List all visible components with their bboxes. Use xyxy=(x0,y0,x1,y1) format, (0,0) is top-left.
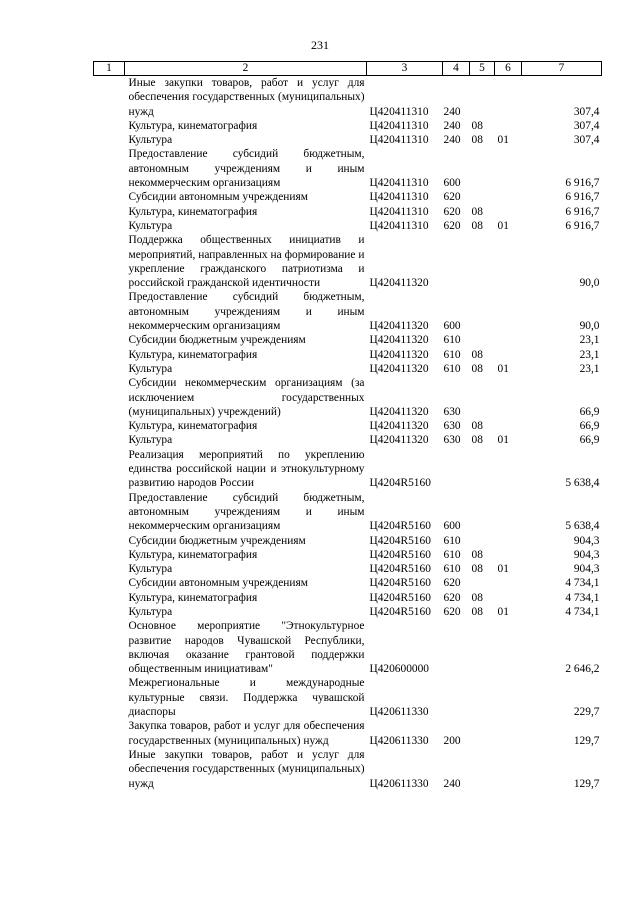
table-row xyxy=(94,119,602,133)
row-expense-type: 600 xyxy=(443,177,461,190)
row-expense-type: 620 xyxy=(443,591,461,604)
row-section: 08 xyxy=(471,119,483,132)
row-code: Ц420411320 xyxy=(369,420,429,433)
table-row xyxy=(94,76,602,119)
row-amount: 23,1 xyxy=(579,348,600,361)
row-amount: 23,1 xyxy=(579,334,600,347)
row-section: 08 xyxy=(471,205,483,218)
row-amount: 307,4 xyxy=(573,119,600,132)
row-number-cell xyxy=(94,133,125,147)
row-subsection xyxy=(495,147,522,190)
row-amount: 4 734,1 xyxy=(565,577,600,590)
row-subsection xyxy=(495,76,522,119)
row-subsection xyxy=(495,676,522,719)
row-section: 08 xyxy=(471,219,483,232)
table-row xyxy=(94,133,602,147)
row-name: Поддержка общественных инициатив и мероприятий, направленных на формирование и укрепление гражданского патриотизма и российской гражданской идентичности xyxy=(128,234,365,290)
row-expense-type: 240 xyxy=(443,134,461,147)
table-row xyxy=(94,419,602,433)
row-expense-type: 240 xyxy=(443,119,461,132)
table-row xyxy=(94,190,602,204)
row-name: Культура xyxy=(128,362,173,375)
table-row xyxy=(94,219,602,233)
row-name: Предоставление субсидий бюджетным, автономным учреждениям и иным некоммерческим организациям xyxy=(128,291,365,333)
row-name: Межрегиональные и международные культурные связи. Поддержка чувашской диаспоры xyxy=(128,677,365,719)
row-name: Субсидии некоммерческим организациям (за исключением государственных (муниципальных) учреждений) xyxy=(128,377,365,418)
row-code: Ц4204R5160 xyxy=(369,563,431,576)
header-col-2: 2 xyxy=(125,62,367,76)
row-amount: 66,9 xyxy=(579,420,600,433)
row-name: Культура, кинематография xyxy=(128,119,258,132)
row-code: Ц420411320 xyxy=(369,405,429,418)
row-expense-type: 610 xyxy=(443,563,461,576)
row-expense-type: 620 xyxy=(443,577,461,590)
row-code: Ц420411320 xyxy=(369,434,429,447)
row-number-cell xyxy=(94,534,125,548)
row-section: 08 xyxy=(471,362,483,375)
row-section: 08 xyxy=(471,348,483,361)
row-name: Культура xyxy=(128,563,173,576)
row-section xyxy=(470,534,495,548)
row-section xyxy=(470,233,495,290)
row-name: Предоставление субсидий бюджетным, автономным учреждениям и иным некоммерческим организациям xyxy=(128,148,365,190)
table-row xyxy=(94,333,602,347)
row-subsection xyxy=(495,548,522,562)
row-amount: 307,4 xyxy=(573,105,600,118)
row-name: Реализация мероприятий по укреплению единства российской нации и этнокультурному развитию народов России xyxy=(128,448,365,490)
row-subsection: 01 xyxy=(497,134,509,147)
row-name: Культура xyxy=(128,134,173,147)
row-amount: 5 638,4 xyxy=(565,520,600,533)
row-subsection: 01 xyxy=(497,219,509,232)
row-name: Субсидии автономным учреждениям xyxy=(128,577,308,590)
header-col-6: 6 xyxy=(495,62,522,76)
row-expense-type: 610 xyxy=(443,348,461,361)
table-row xyxy=(94,548,602,562)
row-subsection xyxy=(495,419,522,433)
row-name: Субсидии автономным учреждениям xyxy=(128,191,308,204)
header-col-1: 1 xyxy=(94,62,125,76)
row-number-cell xyxy=(94,205,125,219)
table-row xyxy=(94,433,602,447)
table-row xyxy=(94,534,602,548)
table-row xyxy=(94,605,602,619)
table-row xyxy=(94,376,602,419)
row-code: Ц4204R5160 xyxy=(369,591,431,604)
row-amount: 66,9 xyxy=(579,405,600,418)
row-code: Ц420411310 xyxy=(369,119,429,132)
row-subsection xyxy=(495,119,522,133)
row-amount: 2 646,2 xyxy=(565,663,600,676)
row-section: 08 xyxy=(471,548,483,561)
row-amount: 6 916,7 xyxy=(565,219,600,232)
row-code: Ц420411320 xyxy=(369,320,429,333)
row-amount: 129,7 xyxy=(573,777,600,790)
row-section xyxy=(470,676,495,719)
table-row xyxy=(94,233,602,290)
row-subsection: 01 xyxy=(497,362,509,375)
row-amount: 6 916,7 xyxy=(565,177,600,190)
row-section: 08 xyxy=(471,420,483,433)
row-number-cell xyxy=(94,333,125,347)
row-section xyxy=(470,491,495,534)
row-expense-type: 610 xyxy=(443,362,461,375)
row-code: Ц420411310 xyxy=(369,219,429,232)
row-number-cell xyxy=(94,419,125,433)
row-amount: 129,7 xyxy=(573,734,600,747)
row-number-cell xyxy=(94,348,125,362)
row-number-cell xyxy=(94,605,125,619)
row-amount: 66,9 xyxy=(579,434,600,447)
row-number-cell xyxy=(94,76,125,119)
table-row xyxy=(94,591,602,605)
row-code: Ц4204R5160 xyxy=(369,605,431,618)
row-number-cell xyxy=(94,591,125,605)
table-row xyxy=(94,748,602,791)
row-number-cell xyxy=(94,619,125,676)
row-code: Ц420411320 xyxy=(369,362,429,375)
row-code: Ц420411320 xyxy=(369,277,429,290)
row-section xyxy=(470,147,495,190)
row-amount: 4 734,1 xyxy=(565,605,600,618)
row-amount: 904,3 xyxy=(573,548,600,561)
table-row xyxy=(94,562,602,576)
row-subsection xyxy=(495,576,522,590)
row-expense-type: 620 xyxy=(443,605,461,618)
row-expense-type: 630 xyxy=(443,434,461,447)
table-row xyxy=(94,290,602,333)
row-number-cell xyxy=(94,676,125,719)
table-row xyxy=(94,448,602,491)
row-section: 08 xyxy=(471,563,483,576)
row-section xyxy=(470,376,495,419)
row-subsection xyxy=(495,491,522,534)
row-expense-type: 610 xyxy=(443,334,461,347)
table-body xyxy=(94,76,602,791)
table-row xyxy=(94,348,602,362)
row-amount: 6 916,7 xyxy=(565,191,600,204)
row-expense-type: 610 xyxy=(443,534,461,547)
row-subsection xyxy=(495,534,522,548)
row-section xyxy=(470,448,495,491)
row-subsection xyxy=(495,448,522,491)
row-section xyxy=(470,190,495,204)
row-amount: 904,3 xyxy=(573,534,600,547)
table-row xyxy=(94,362,602,376)
row-number-cell xyxy=(94,548,125,562)
row-name: Субсидии бюджетным учреждениям xyxy=(128,534,306,547)
row-number-cell xyxy=(94,576,125,590)
row-section: 08 xyxy=(471,605,483,618)
row-section: 08 xyxy=(471,434,483,447)
row-section: 08 xyxy=(471,591,483,604)
row-expense-type xyxy=(443,676,470,719)
row-expense-type xyxy=(443,233,470,290)
row-name: Культура, кинематография xyxy=(128,591,258,604)
row-subsection xyxy=(495,619,522,676)
row-amount: 4 734,1 xyxy=(565,591,600,604)
row-name: Основное мероприятие "Этнокультурное развитие народов Чувашской Республики, включая оказание грантовой поддержки общественным инициативам" xyxy=(128,620,365,676)
row-subsection xyxy=(495,348,522,362)
row-subsection xyxy=(495,233,522,290)
row-number-cell xyxy=(94,147,125,190)
row-expense-type: 200 xyxy=(443,734,461,747)
row-expense-type: 620 xyxy=(443,219,461,232)
table-row xyxy=(94,205,602,219)
row-code: Ц420411310 xyxy=(369,105,429,118)
row-subsection xyxy=(495,333,522,347)
row-section: 08 xyxy=(471,134,483,147)
table-row xyxy=(94,576,602,590)
budget-table xyxy=(93,61,602,791)
row-name: Субсидии бюджетным учреждениям xyxy=(128,334,306,347)
row-amount: 6 916,7 xyxy=(565,205,600,218)
row-number-cell xyxy=(94,290,125,333)
row-section xyxy=(470,748,495,791)
row-subsection xyxy=(495,205,522,219)
row-code: Ц4204R5160 xyxy=(369,534,431,547)
header-col-4: 4 xyxy=(443,62,470,76)
row-subsection xyxy=(495,748,522,791)
row-section xyxy=(470,619,495,676)
row-number-cell xyxy=(94,719,125,748)
row-code: Ц420611330 xyxy=(369,777,429,790)
row-amount: 5 638,4 xyxy=(565,477,600,490)
row-name: Культура, кинематография xyxy=(128,420,258,433)
row-amount: 904,3 xyxy=(573,563,600,576)
row-amount: 90,0 xyxy=(579,277,600,290)
header-col-3: 3 xyxy=(367,62,443,76)
row-number-cell xyxy=(94,748,125,791)
row-name: Предоставление субсидий бюджетным, автономным учреждениям и иным некоммерческим организациям xyxy=(128,491,365,533)
table-row xyxy=(94,147,602,190)
row-expense-type: 600 xyxy=(443,520,461,533)
row-section xyxy=(470,576,495,590)
row-name: Иные закупки товаров, работ и услуг для обеспечения государственных (муниципальных) нужд xyxy=(128,748,365,790)
row-amount: 90,0 xyxy=(579,320,600,333)
row-expense-type: 620 xyxy=(443,191,461,204)
row-number-cell xyxy=(94,190,125,204)
row-expense-type: 240 xyxy=(443,105,461,118)
row-name: Культура, кинематография xyxy=(128,205,258,218)
row-section xyxy=(470,76,495,119)
row-code: Ц420411320 xyxy=(369,348,429,361)
row-expense-type xyxy=(443,448,470,491)
table-row xyxy=(94,491,602,534)
row-code: Ц420411310 xyxy=(369,191,429,204)
row-amount: 23,1 xyxy=(579,362,600,375)
row-subsection: 01 xyxy=(497,434,509,447)
row-expense-type: 630 xyxy=(443,420,461,433)
row-expense-type xyxy=(443,619,470,676)
table-header xyxy=(94,62,602,76)
row-code: Ц4204R5160 xyxy=(369,577,431,590)
row-number-cell xyxy=(94,562,125,576)
row-code: Ц420611330 xyxy=(369,734,429,747)
row-subsection: 01 xyxy=(497,563,509,576)
row-code: Ц4204R5160 xyxy=(369,520,431,533)
row-code: Ц420411310 xyxy=(369,134,429,147)
row-subsection xyxy=(495,290,522,333)
table-row xyxy=(94,719,602,748)
table-row xyxy=(94,676,602,719)
row-code: Ц4204R5160 xyxy=(369,548,431,561)
row-number-cell xyxy=(94,491,125,534)
row-expense-type: 620 xyxy=(443,205,461,218)
row-name: Закупка товаров, работ и услуг для обеспечения государственных (муниципальных) нужд xyxy=(128,720,365,747)
row-code: Ц420411310 xyxy=(369,205,429,218)
row-number-cell xyxy=(94,376,125,419)
row-number-cell xyxy=(94,362,125,376)
row-subsection xyxy=(495,591,522,605)
row-name: Культура, кинематография xyxy=(128,548,258,561)
row-section xyxy=(470,719,495,748)
row-name: Культура xyxy=(128,434,173,447)
row-name: Иные закупки товаров, работ и услуг для обеспечения государственных (муниципальных) нужд xyxy=(128,77,365,118)
row-section xyxy=(470,333,495,347)
header-col-5: 5 xyxy=(470,62,495,76)
row-number-cell xyxy=(94,119,125,133)
header-col-7: 7 xyxy=(522,62,602,76)
row-expense-type: 600 xyxy=(443,320,461,333)
row-expense-type: 630 xyxy=(443,405,461,418)
row-amount: 229,7 xyxy=(573,706,600,719)
row-number-cell xyxy=(94,448,125,491)
row-subsection xyxy=(495,376,522,419)
row-name: Культура xyxy=(128,219,173,232)
row-amount: 307,4 xyxy=(573,134,600,147)
row-code: Ц420411310 xyxy=(369,177,429,190)
row-number-cell xyxy=(94,233,125,290)
row-name: Культура xyxy=(128,605,173,618)
row-number-cell xyxy=(94,219,125,233)
row-expense-type: 240 xyxy=(443,777,461,790)
row-subsection xyxy=(495,190,522,204)
row-code: Ц4204R5160 xyxy=(369,477,431,490)
row-expense-type: 610 xyxy=(443,548,461,561)
row-code: Ц420611330 xyxy=(369,706,429,719)
row-subsection: 01 xyxy=(497,605,509,618)
row-code: Ц420600000 xyxy=(369,663,429,676)
row-number-cell xyxy=(94,433,125,447)
table-row xyxy=(94,619,602,676)
page-number: 231 xyxy=(311,38,329,52)
row-subsection xyxy=(495,719,522,748)
row-name: Культура, кинематография xyxy=(128,348,258,361)
row-section xyxy=(470,290,495,333)
row-code: Ц420411320 xyxy=(369,334,429,347)
